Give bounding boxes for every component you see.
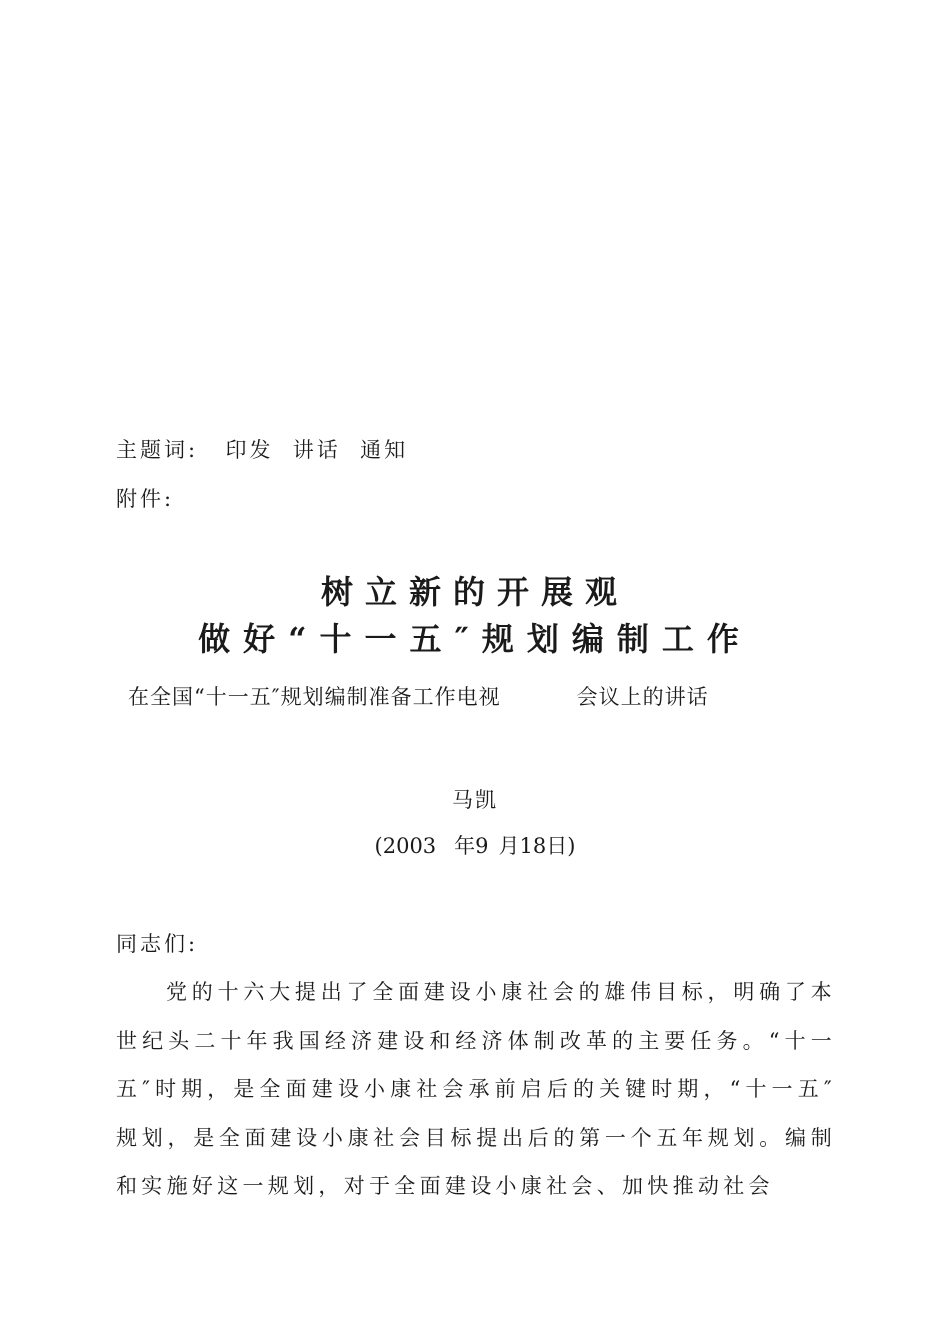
author-name: 马凯 <box>452 788 498 812</box>
keywords-label: 主题词: <box>116 438 199 462</box>
document-title-line-1: 树立新的开展观 <box>320 573 629 611</box>
attachment-label: 附件: <box>116 487 175 511</box>
document-subtitle <box>128 681 709 711</box>
date-open: (2003 <box>374 834 437 858</box>
subtitle-part-2: 会议上的讲话 <box>576 685 709 709</box>
attachment-line <box>116 483 174 513</box>
keywords-value: 印发 讲话 通知 <box>225 438 409 462</box>
salutation: 同志们: <box>116 932 199 956</box>
document-title-line-2: 做好“十一五″规划编制工作 <box>198 620 752 658</box>
date-year: 年9 <box>454 834 489 858</box>
keywords-line <box>116 434 408 464</box>
date-month: 月18日) <box>498 834 576 858</box>
subtitle-part-1: 在全国“十一五″规划编制准备工作电视 <box>128 685 501 709</box>
speech-date <box>0 830 950 860</box>
body-paragraph: 党的十六大提出了全面建设小康社会的雄伟目标，明确了本世纪头二十年我国经济建设和经济体制改革的主要任务。“十一五″时期，是全面建设小康社会承前启后的关键时期，“十一五″规划，是全面建设小康社会目标提出后的第一个五年规划。编制和实施好这一规划，对于全面建设小康社会、加快推动社会 <box>116 980 836 1198</box>
